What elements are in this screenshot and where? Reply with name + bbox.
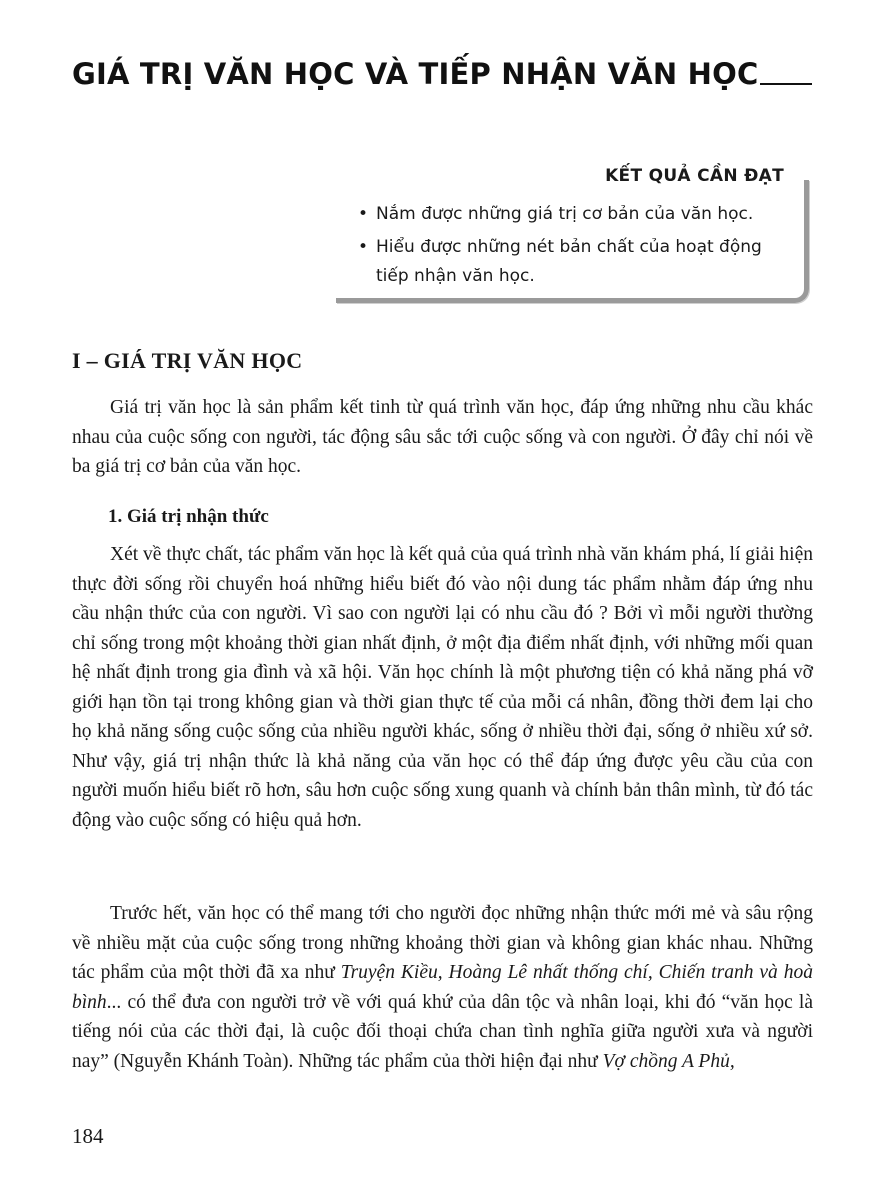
body-paragraph bbox=[72, 899, 813, 1076]
subsection-heading: 1. Giá trị nhận thức bbox=[108, 506, 269, 527]
outcome-item-text: Hiểu được những nét bản chất của hoạt động tiếp nhận văn học. bbox=[376, 237, 762, 286]
intro-text: Giá trị văn học là sản phẩm kết tinh từ quá trình văn học, đáp ứng những nhu cầu khác nhau của cuộc sống con người, tác động sâu sắc tới cuộc sống và con người. Ở đây chỉ nói về ba giá trị cơ bản của văn học. bbox=[72, 397, 813, 477]
bullet-icon: • bbox=[358, 237, 369, 257]
page-title-text: GIÁ TRỊ VĂN HỌC VÀ TIẾP NHẬN VĂN HỌC bbox=[72, 57, 759, 91]
outcome-item bbox=[356, 200, 786, 229]
paragraph-text: Xét về thực chất, tác phẩm văn học là kết quả của quá trình nhà văn khám phá, lí giải hiện thực đời sống rồi chuyển hoá những hiểu biết đó vào nội dung tác phẩm nhằm đáp ứng nhu cầu nhận thức của con người. Vì sao con người lại có nhu cầu đó ? Bởi vì mỗi người thường chỉ sống trong một khoảng thời gian nhất định, ở một địa điểm nhất định, với những mối quan hệ nhất định trong gia đình và xã hội. Văn học chính là một phương tiện có khả năng phá vỡ giới hạn tồn tại trong không gian và thời gian thực tế của mỗi cá nhân, đồng thời đem lại cho họ khả năng sống cuộc sống của nhiều người khác, sống ở nhiều thời đại, sống ở nhiều xứ sở. Như vậy, giá trị nhận thức là khả năng của văn học có thể đáp ứng được yêu cầu của con người muốn hiểu biết rõ hơn, sâu hơn cuộc sống xung quanh và chính bản thân mình, từ đó tác động vào cuộc sống có hiệu quả hơn. bbox=[72, 544, 813, 831]
paragraph-text: ... có thể đưa con người trở về với quá khứ của dân tộc và nhân loại, khi đó “văn học là tiếng nói của các thời đại, là cuộc đối thoại chứa chan tình nghĩa giữa người xưa và người nay” (Nguyễn Khánh Toàn). Những tác phẩm của thời hiện đại như bbox=[72, 991, 813, 1072]
learning-outcomes-box bbox=[336, 160, 810, 300]
section-heading: I – GIÁ TRỊ VĂN HỌC bbox=[72, 348, 303, 373]
title-rule-divider bbox=[760, 83, 812, 85]
page-number: 184 bbox=[72, 1124, 104, 1148]
page-title bbox=[72, 57, 812, 91]
paragraph-text: Trước hết, văn học có thể mang tới cho người đọc những nhận thức mới mẻ và sâu rộng về nhiều mặt của cuộc sống trong những khoảng thời gian và không gian khác nhau. Những tác phẩm của một thời đã xa như bbox=[72, 903, 813, 983]
body-paragraph bbox=[72, 540, 813, 835]
outcomes-heading: KẾT QUẢ CẦN ĐẠT bbox=[599, 166, 790, 186]
outcomes-list bbox=[356, 200, 786, 295]
outcome-item-text: Nắm được những giá trị cơ bản của văn học. bbox=[376, 204, 754, 224]
work-title-italic: Vợ chồng A Phủ, bbox=[602, 1050, 735, 1072]
bullet-icon: • bbox=[358, 204, 369, 224]
outcome-item bbox=[356, 233, 786, 291]
intro-paragraph bbox=[72, 393, 813, 482]
work-title-italic: Truyện Kiều, Hoàng Lê nhất thống chí, Chiến tranh và hoà bình bbox=[72, 962, 813, 1013]
